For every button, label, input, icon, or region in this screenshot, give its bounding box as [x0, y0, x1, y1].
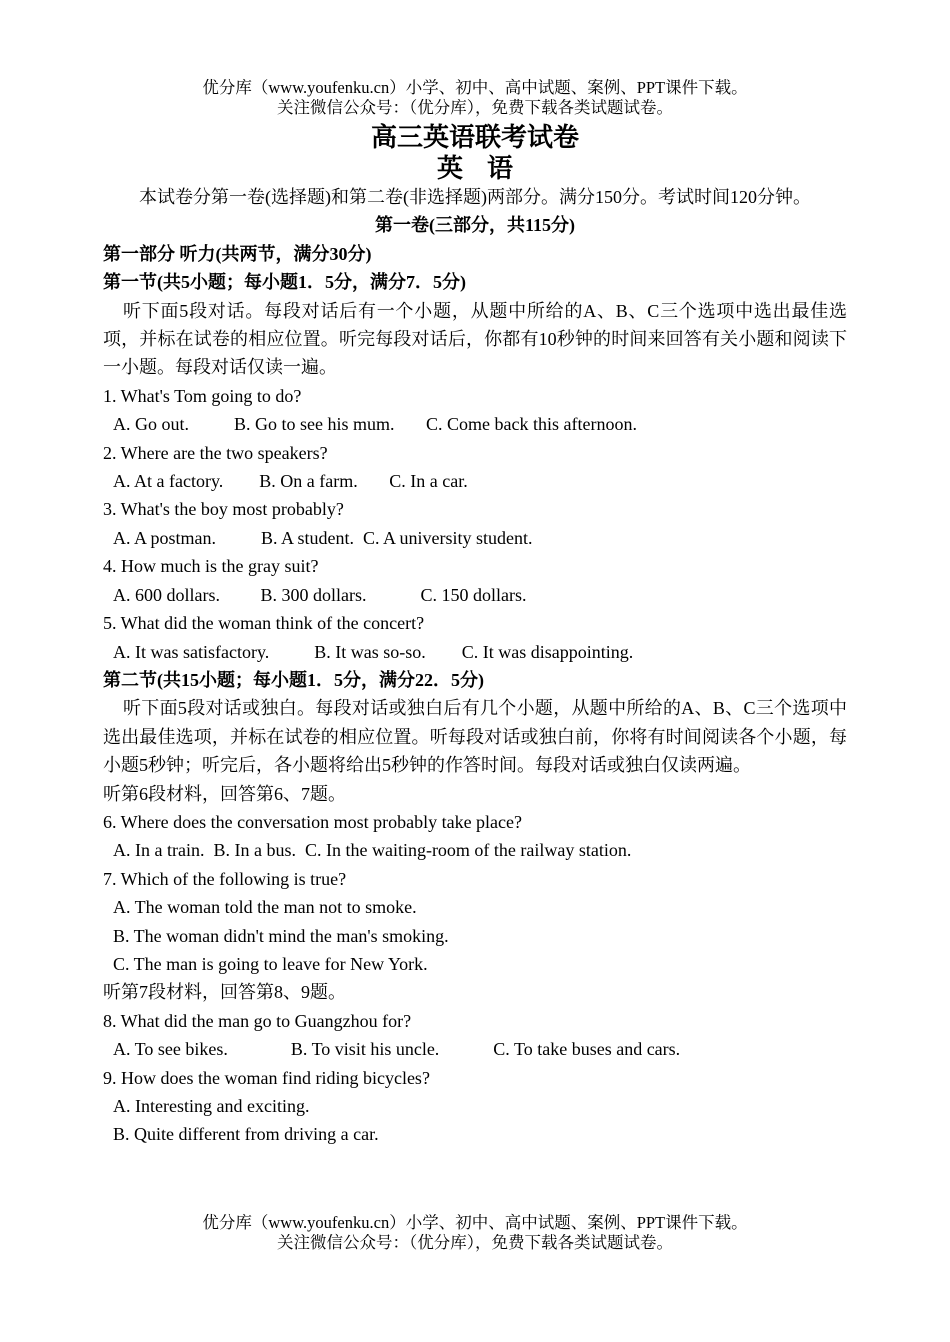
part-heading: 第一部分 听力(共两节，满分30分) [103, 243, 372, 264]
footer-line-1: 优分库（www.youfenku.cn）小学、初中、高中试题、案例、PPT课件下载。 [202, 1213, 748, 1232]
header-line-1: 优分库（www.youfenku.cn）小学、初中、高中试题、案例、PPT课件下载。 [202, 78, 748, 97]
question-7-option-c: C. The man is going to leave for New York. [113, 953, 428, 974]
volume-heading: 第一卷(三部分，共115分) [375, 215, 575, 236]
question-5-options: A. It was satisfactory. B. It was so-so. C. It was disappointing. [113, 641, 634, 662]
section2-heading: 第二节(共15小题；每小题1．5分，满分22．5分) [103, 669, 484, 690]
exam-title: 高三英语联考试卷 [370, 123, 579, 152]
question-3-options: A. A postman. B. A student. C. A university student. [113, 527, 533, 548]
question-7-option-a: A. The woman told the man not to smoke. [113, 897, 417, 918]
question-6-options: A. In a train. B. In a bus. C. In the waiting-room of the railway station. [113, 840, 632, 861]
section2-instructions: 听下面5段对话或独白。每段对话或独白后有几个小题，从题中所给的A、B、C三个选项中选出最佳选项，并标在试卷的相应位置。听每段对话或独白前，你将有时间阅读各个小题，每小题5秒钟；听完后，各小题将给出5秒钟的作答时间。每段对话或独白仅读两遍。 [103, 698, 847, 776]
question-1: 1. What's Tom going to do? [103, 385, 302, 406]
question-2-options: A. At a factory. B. On a farm. C. In a car. [113, 471, 468, 492]
header-line-2: 关注微信公众号：（优分库），免费下载各类试题试卷。 [277, 98, 673, 117]
section1-instructions: 听下面5段对话。每段对话后有一个小题，从题中所给的A、B、C三个选项中选出最佳选项，并标在试卷的相应位置。听完每段对话后，你都有10秒钟的时间来回答有关小题和阅读下一小题。每段对话仅读一遍。 [103, 300, 847, 378]
exam-body [103, 183, 847, 1149]
question-9-option-a: A. Interesting and exciting. [113, 1096, 310, 1116]
question-1-options: A. Go out. B. Go to see his mum. C. Come back this afternoon. [113, 414, 637, 435]
question-6: 6. Where does the conversation most probably take place? [103, 811, 523, 832]
exam-subject: 英语 [436, 154, 537, 183]
question-4: 4. How much is the gray suit? [103, 556, 319, 577]
question-4-options: A. 600 dollars. B. 300 dollars. C. 150 dollars. [113, 584, 527, 605]
question-3: 3. What's the boy most probably? [103, 499, 344, 520]
question-7-option-b: B. The woman didn't mind the man's smoking. [113, 925, 449, 946]
question-8-options: A. To see bikes. B. To visit his uncle. C. To take buses and cars. [113, 1039, 681, 1060]
intro-text: 本试卷分第一卷(选择题)和第二卷(非选择题)两部分。满分150分。考试时间120分钟。 [139, 187, 811, 207]
question-8: 8. What did the man go to Guangzhou for? [103, 1010, 412, 1031]
question-7: 7. Which of the following is true? [103, 868, 347, 889]
question-9: 9. How does the woman find riding bicycles? [103, 1067, 430, 1088]
question-9-option-b: B. Quite different from driving a car. [113, 1124, 379, 1145]
footer-line-2: 关注微信公众号：（优分库），免费下载各类试题试卷。 [277, 1233, 673, 1252]
section1-heading: 第一节(共5小题；每小题1．5分，满分7．5分) [103, 272, 466, 293]
question-5: 5. What did the woman think of the concert? [103, 613, 425, 634]
material-7-note: 听第7段材料，回答第8、9题。 [103, 982, 346, 1003]
material-6-note: 听第6段材料，回答第6、7题。 [103, 783, 346, 804]
question-2: 2. Where are the two speakers? [103, 442, 328, 463]
